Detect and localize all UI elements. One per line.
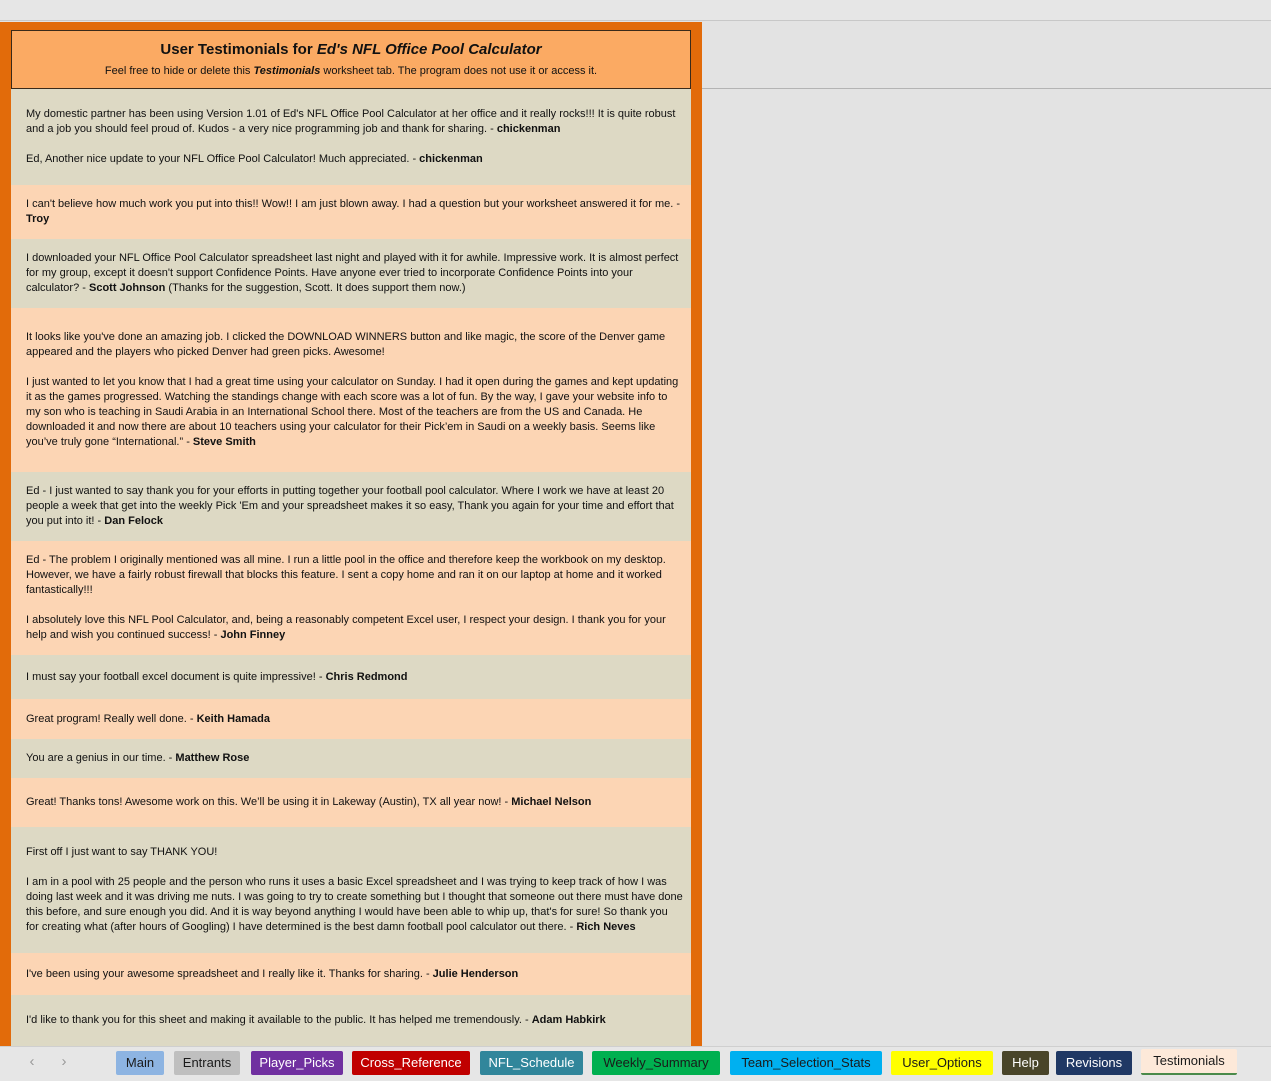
sheet-tab-help[interactable]: Help: [1002, 1051, 1049, 1075]
sheet-tab-team-selection-stats[interactable]: Team_Selection_Stats: [730, 1051, 882, 1075]
testimonial-chris-redmond: I must say your football excel document is quite impressive! - Chris Redmond: [11, 655, 691, 699]
sheet-tab-entrants[interactable]: Entrants: [174, 1051, 240, 1075]
testimonial-steve-smith: It looks like you've done an amazing job. I clicked the DOWNLOAD WINNERS button and like magic, the score of the Denver game appeared and the players who picked Denver had green picks. Awesome! I just wanted to let you know that I had a great time using your calculator on Sunday. I had it open during the games and kept updating it as the games progressed. Watching the standings change with each score was a lot of fun. By the way, I gave your website info to my son who is teaching in Saudi Arabia in an International School there. Most of the teachers are from the US and Canada. He downloaded it and now there are about 10 teachers using your calculator for their Pick’em in Saudi on a weekly basis. Seems like you’ve truly gone “International.” - Steve Smith: [11, 308, 691, 472]
sheet-tab-bar: [0, 1046, 1271, 1081]
sheet-tab-testimonials[interactable]: Testimonials: [1141, 1049, 1237, 1075]
testimonial-rich-neves: First off I just want to say THANK YOU! I am in a pool with 25 people and the person who runs it uses a basic Excel spreadsheet and I was trying to keep track of how I was doing last week and it was driving me nuts. I was going to try to create something but I thought that someone out there must have done this before, and sure enough you did. And it is way beyond anything I would have been able to whip up, that's for sure! So thank you for creating what (after hours of Googling) I have determined is the best damn football pool calculator out there. - Rich Neves: [11, 827, 691, 953]
sheet-tab-nfl-schedule[interactable]: NFL_Schedule: [480, 1051, 583, 1075]
sheet-tab-main[interactable]: Main: [116, 1051, 164, 1075]
sheet-tab-user-options[interactable]: User_Options: [891, 1051, 993, 1075]
testimonial-john-finney: Ed - The problem I originally mentioned was all mine. I run a little pool in the office and therefore keep the workbook on my desktop. However, we have a fairly robust firewall that blocks this feature. I sent a copy home and ran it on our laptop at home and it worked fantastically!!! I absolutely love this NFL Pool Calculator, and, being a reasonably competent Excel user, I respect your design. I thank you for your help and wish you continued success! - John Finney: [11, 541, 691, 655]
top-strip: [0, 0, 1271, 21]
testimonial-julie-henderson: I've been using your awesome spreadsheet and I really like it. Thanks for sharing. - Julie Henderson: [11, 953, 691, 995]
testimonial-troy: I can't believe how much work you put into this!! Wow!! I am just blown away. I had a question but your worksheet answered it for me. - Troy: [11, 185, 691, 239]
testimonial-chickenman: My domestic partner has been using Version 1.01 of Ed's NFL Office Pool Calculator at her office and it really rocks!!! It is quite robust and a job you should feel proud of. Kudos - a very nice programming job and thank for sharing. - chickenman Ed, Another nice update to your NFL Office Pool Calculator! Much appreciated. - chickenman: [11, 89, 691, 185]
page-title: User Testimonials for Ed's NFL Office Pool Calculator: [160, 41, 542, 58]
header-subtitle: Feel free to hide or delete this Testimonials worksheet tab. The program does not use it or access it.: [104, 65, 598, 77]
testimonial-adam-habkirk: I'd like to thank you for this sheet and making it available to the public. It has helped me tremendously. - Adam Habkirk: [11, 995, 691, 1046]
scroll-tabs-left-icon[interactable]: ‹: [29, 1053, 35, 1070]
testimonials-sheet: [11, 30, 691, 1046]
sheet-tab-cross-reference[interactable]: Cross_Reference: [352, 1051, 470, 1075]
header-banner: [11, 30, 691, 89]
testimonial-matthew-rose: You are a genius in our time. - Matthew Rose: [11, 739, 691, 778]
sheet-tab-player-picks[interactable]: Player_Picks: [251, 1051, 343, 1075]
testimonial-scott-johnson: I downloaded your NFL Office Pool Calculator spreadsheet last night and played with it for awhile. Impressive work. It is almost perfect for my group, except it doesn't support Confidence Points. Have anyone ever tried to incorporate Confidence Points into your calculator? - Scott Johnson (Thanks for the suggestion, Scott. It does support them now.): [11, 239, 691, 308]
testimonial-michael-nelson: Great! Thanks tons! Awesome work on this. We’ll be using it in Lakeway (Austin), TX all year now! - Michael Nelson: [11, 778, 691, 827]
testimonial-keith-hamada: Great program! Really well done. - Keith Hamada: [11, 699, 691, 739]
scroll-tabs-right-icon[interactable]: ›: [61, 1053, 67, 1070]
sheet-tab-revisions[interactable]: Revisions: [1056, 1051, 1132, 1075]
testimonial-dan-felock: Ed - I just wanted to say thank you for your efforts in putting together your football pool calculator. Where I work we have at least 20 people a week that get into the weekly Pick 'Em and your spreadsheet makes it so easy, Thank you again for your time and effort that you put into it! - Dan Felock: [11, 472, 691, 541]
grid-row-line: [702, 88, 1271, 89]
sheet-tab-weekly-summary[interactable]: Weekly_Summary: [592, 1051, 720, 1075]
